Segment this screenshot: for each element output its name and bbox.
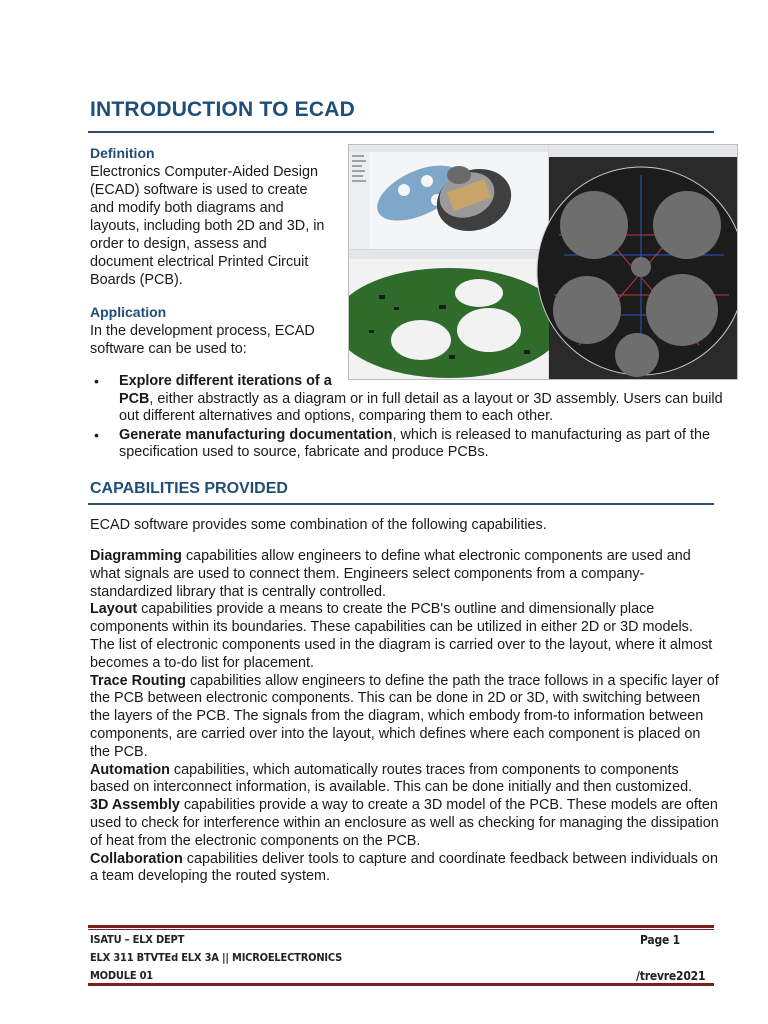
application-text	[90, 322, 345, 358]
footer-author: /trevre2021	[636, 969, 706, 983]
definition-heading: Definition	[90, 145, 155, 161]
bullet-generate-documentation	[90, 427, 730, 462]
definition-line: and modify both diagrams and	[90, 200, 284, 216]
bullet-explore-iterations	[90, 373, 730, 426]
capability-text: capabilities allow engineers to define what electronic components are used and what signals are used to connect them. Engineers select components from a company-standardized library that is centrally controlled.	[90, 548, 691, 600]
definition-line: (ECAD) software is used to create	[90, 182, 308, 198]
capability-collaboration	[90, 851, 720, 887]
capability-text: capabilities, which automatically routes traces from components to components based on interconnect information, is available. This can be done initially and then customized.	[90, 761, 693, 796]
footer-rule-top	[88, 925, 714, 928]
bullet-bold-term: Explore different iterations of a	[119, 373, 332, 389]
application-line: In the development process, ECAD	[90, 323, 315, 339]
definition-line: layouts, including both 2D and 3D, in	[90, 218, 325, 234]
capability-diagramming	[90, 548, 720, 601]
footer-page-number: Page 1	[640, 933, 680, 947]
footer-module: MODULE 01	[90, 969, 153, 982]
capability-text: capabilities provide a way to create a 3D model of the PCB. These models are often used to check for interference within an enclosure as well as checking for managing the dissipation of heat from the electronic components on the PCB.	[90, 797, 719, 849]
page-title: INTRODUCTION TO ECAD	[90, 98, 355, 121]
application-line: software can be used to:	[90, 341, 247, 357]
bullet-bold-term: Generate manufacturing documentation	[119, 426, 393, 443]
capability-layout	[90, 601, 720, 672]
definition-line: document electrical Printed Circuit	[90, 254, 309, 270]
capability-3d-assembly	[90, 797, 720, 850]
capability-automation	[90, 762, 720, 798]
usage-bullet-list	[90, 373, 730, 463]
capabilities-intro: ECAD software provides some combination of the following capabilities.	[90, 517, 547, 533]
bullet-text: , which is released to manufacturing as part of the specification used to source, fabricate and produce PCBs.	[119, 426, 711, 460]
capability-term: Diagramming	[90, 548, 182, 564]
definition-line: Electronics Computer-Aided Design	[90, 164, 318, 180]
footer-dept: ISATU – ELX DEPT	[90, 933, 185, 946]
footer-rule-bottom	[88, 983, 714, 986]
capability-text: capabilities provide a means to create the PCB's outline and dimensionally place components within its boundaries. These capabilities can be utilized in either 2D or 3D models. The list of electronic components used in the diagram is carried over to the layout, where it almost becomes a to-do list for placement.	[90, 601, 713, 671]
capability-term: Layout	[90, 601, 138, 618]
capabilities-rule	[88, 503, 714, 505]
footer-rule-top-thin	[88, 929, 714, 930]
capability-term: Collaboration	[90, 850, 183, 867]
ecad-screenshot-figure	[348, 144, 738, 380]
pcb-collage-image	[349, 145, 737, 379]
definition-line: order to design, assess and	[90, 236, 267, 252]
capability-term: 3D Assembly	[90, 797, 180, 814]
capability-term: Trace Routing	[90, 672, 186, 689]
capability-term: Automation	[90, 761, 170, 778]
capabilities-list	[90, 548, 720, 886]
title-rule	[88, 131, 714, 133]
definition-line: Boards (PCB).	[90, 272, 183, 288]
capability-trace-routing	[90, 673, 720, 762]
application-heading: Application	[90, 304, 167, 320]
capability-text: capabilities allow engineers to define the path the trace follows in a specific layer of the PCB between electronic components. This can be done in 2D or 3D, with switching between the layers of the PCB. The signals from the diagram, which embody from-to information between components, are carried over into the layout, which defines where each component is placed on the PCB.	[90, 672, 719, 760]
capabilities-heading: CAPABILITIES PROVIDED	[90, 480, 288, 497]
capability-text: capabilities deliver tools to capture and coordinate feedback between individuals on a team developing the routed system.	[90, 850, 718, 885]
footer-course: ELX 311 BTVTEd ELX 3A || MICROELECTRONICS	[90, 951, 343, 964]
bullet-text: , either abstractly as a diagram or in full detail as a layout or 3D assembly. Users can build out different alternatives and options, comparing them to each other.	[119, 390, 723, 424]
bullet-bold-term: PCB	[119, 390, 150, 407]
definition-text	[90, 163, 345, 289]
